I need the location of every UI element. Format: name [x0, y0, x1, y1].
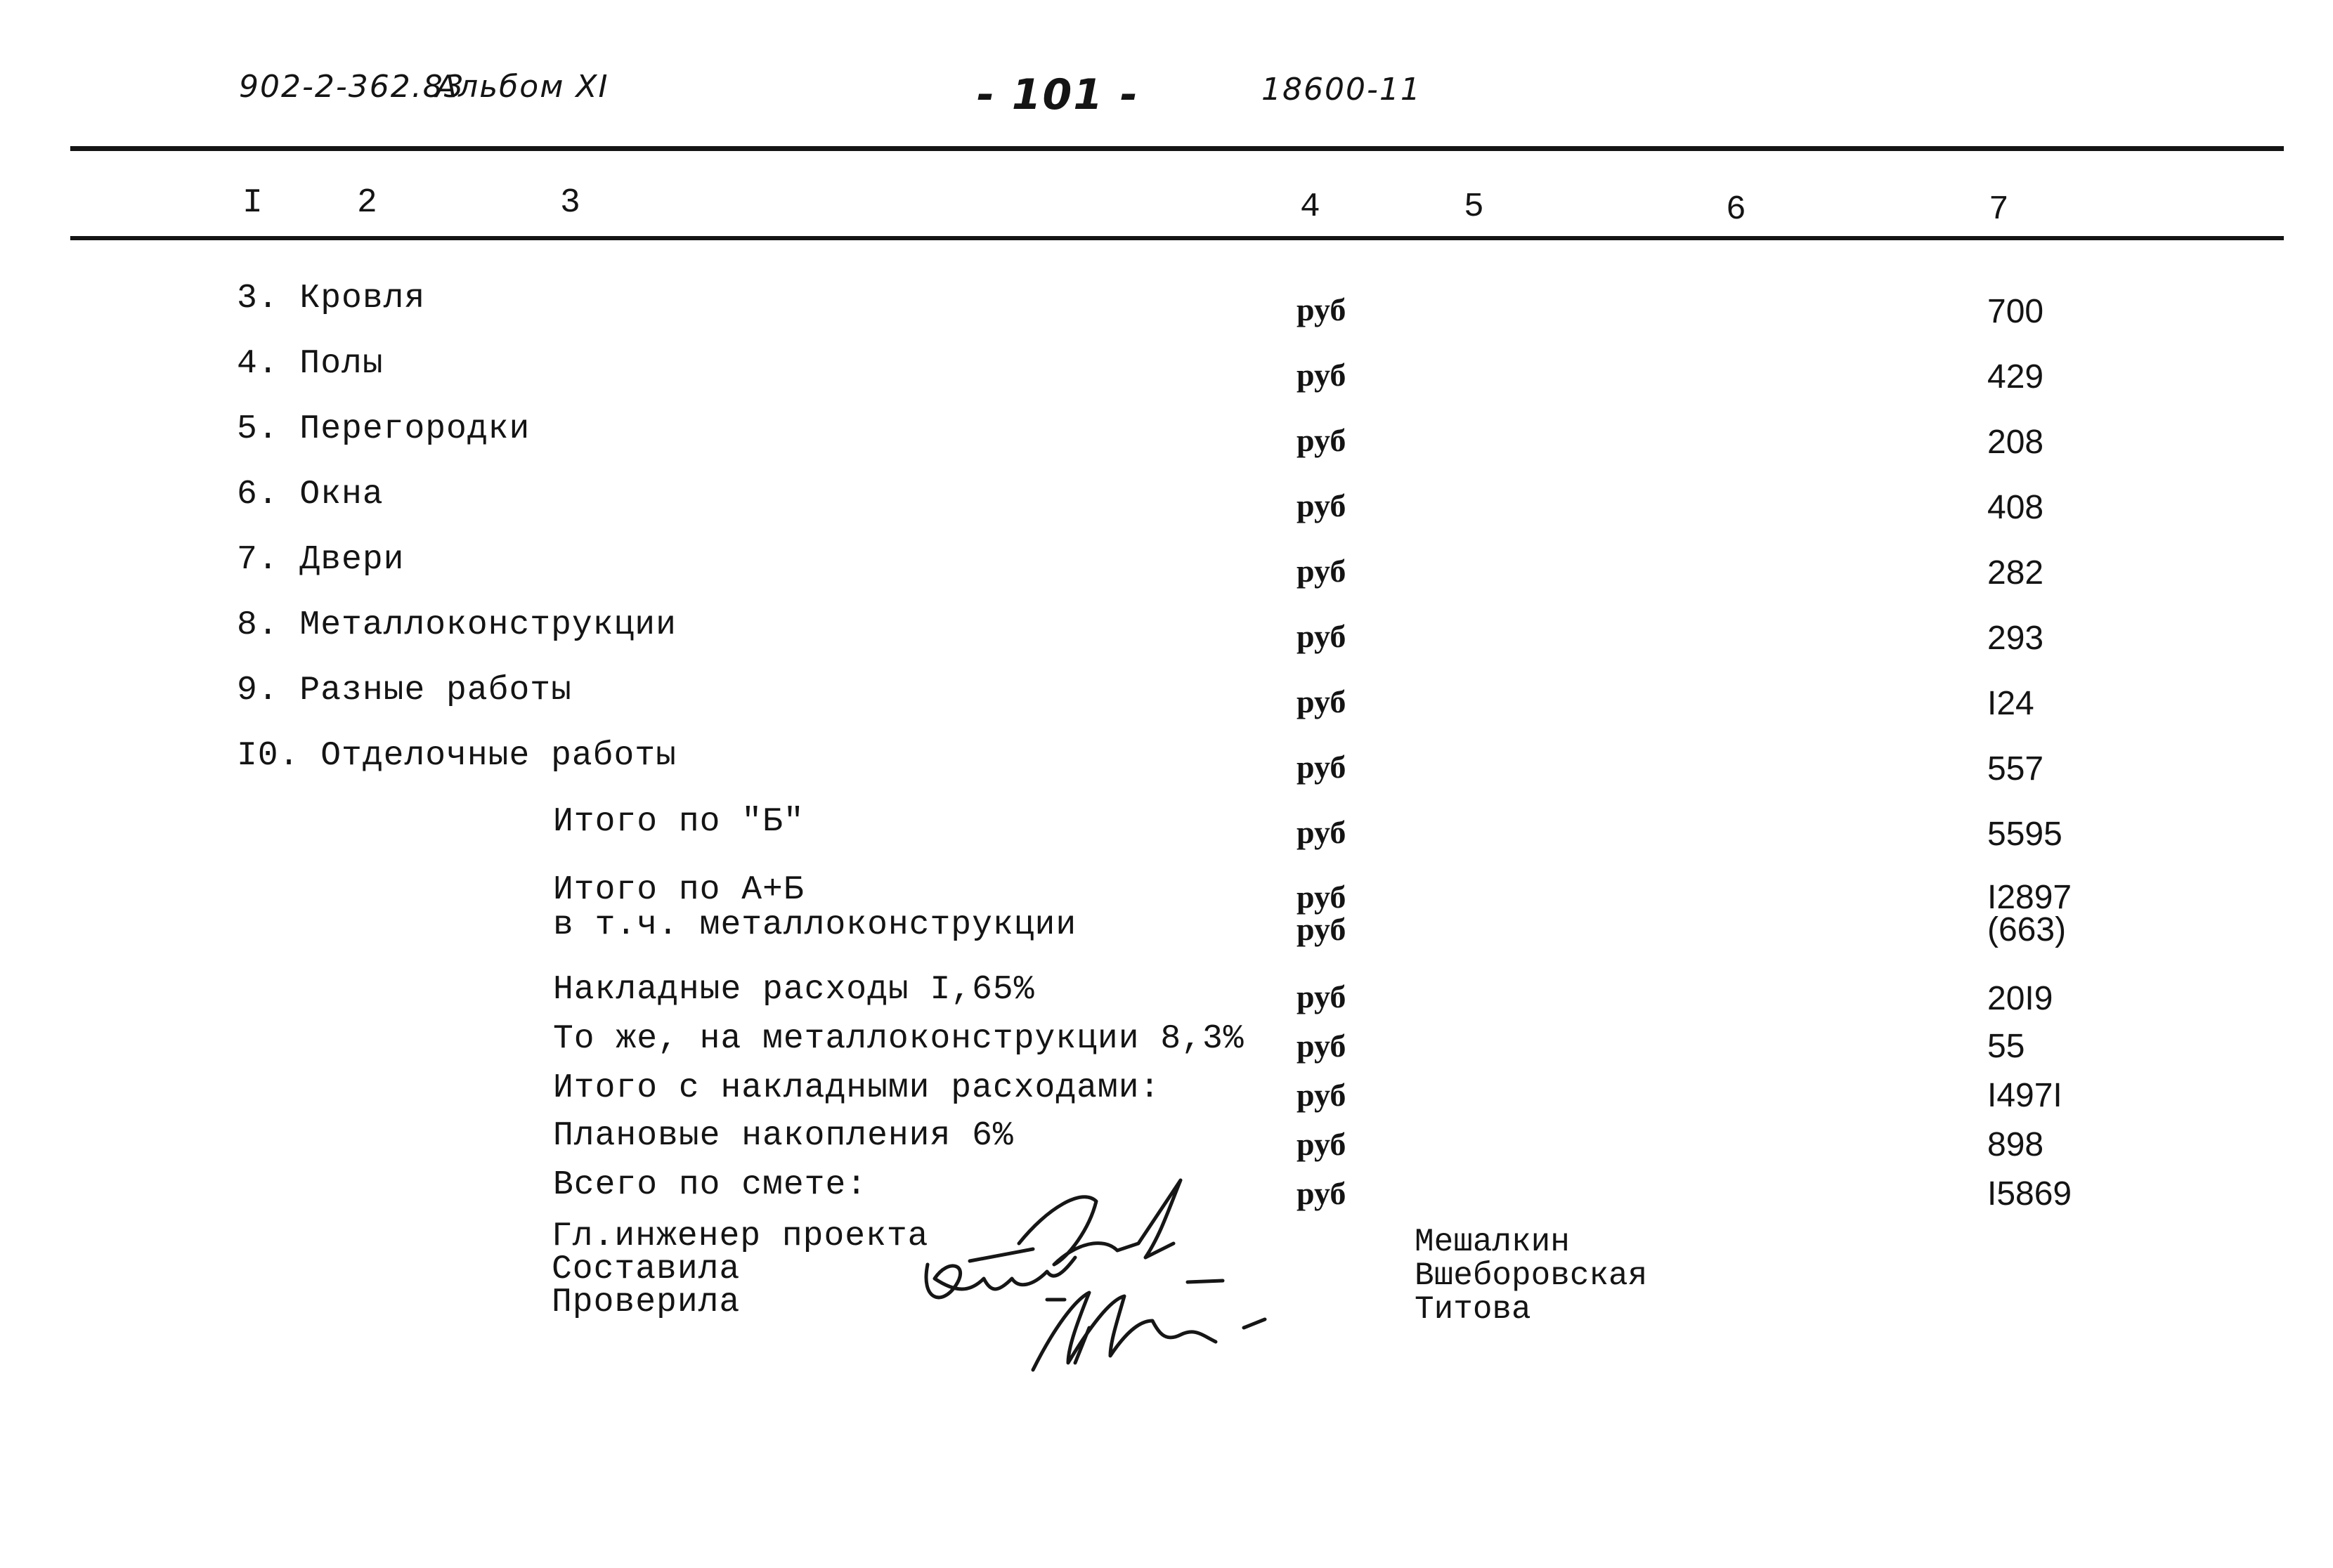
total-value: 898: [1987, 1126, 2044, 1163]
total-label: Всего по смете:: [553, 1166, 868, 1204]
row-label: 3. Кровля: [237, 280, 426, 318]
column-number: 7: [1989, 191, 2009, 229]
row-unit: руб: [1297, 488, 1346, 523]
total-unit: руб: [1297, 1077, 1346, 1113]
total-value: 5595: [1987, 816, 2062, 853]
row-value: 293: [1987, 620, 2044, 657]
total-unit: руб: [1297, 1126, 1346, 1162]
header-bottom-rule: [70, 236, 2284, 240]
row-label: 4. Полы: [237, 345, 384, 383]
row-value: I24: [1987, 685, 2034, 722]
drawing-number: 18600-11: [1261, 72, 1422, 107]
row-value: 408: [1987, 489, 2044, 526]
signature-stroke: [1188, 1281, 1223, 1282]
signature-stroke: [970, 1249, 1033, 1261]
signature-role: Проверила: [552, 1283, 741, 1321]
row-label: 6. Окна: [237, 476, 384, 514]
handwritten-signatures: [914, 1159, 1279, 1384]
row-unit: руб: [1297, 553, 1346, 589]
row-value: 208: [1987, 424, 2044, 461]
total-value: 55: [1987, 1028, 2025, 1065]
total-label: То же, на металлоконструкции 8,3%: [553, 1020, 1245, 1058]
signature-stroke: [1033, 1293, 1216, 1370]
signature-role: Составила: [552, 1250, 741, 1288]
total-unit: руб: [1297, 879, 1346, 915]
total-unit: руб: [1297, 979, 1346, 1014]
total-label: Итого с накладными расходами:: [553, 1069, 1161, 1107]
row-label: 9. Разные работы: [237, 672, 572, 710]
row-label: 5. Перегородки: [237, 410, 531, 448]
signatory-name: Титова: [1415, 1291, 1531, 1328]
row-unit: руб: [1297, 749, 1346, 785]
row-label: I0. Отделочные работы: [237, 737, 677, 775]
total-value: I5869: [1987, 1175, 2072, 1213]
row-value: 557: [1987, 750, 2044, 788]
signature-stroke: [1019, 1180, 1181, 1265]
total-value: I2897: [1987, 879, 2072, 916]
page-number: - 101 -: [977, 70, 1139, 119]
album-label: Альбом XI: [436, 69, 609, 105]
total-unit: руб: [1297, 911, 1346, 947]
row-unit: руб: [1297, 292, 1346, 327]
total-label: Плановые накопления 6%: [553, 1117, 1014, 1155]
column-number: 3: [560, 184, 580, 222]
signatory-name: Мешалкин: [1415, 1224, 1570, 1260]
signature-role: Гл.инженер проекта: [552, 1217, 929, 1255]
total-unit: руб: [1297, 814, 1346, 850]
total-label: Накладные расходы I,65%: [553, 971, 1035, 1009]
total-value: I497I: [1987, 1077, 2062, 1114]
signatory-name: Вшеборовская: [1415, 1257, 1648, 1294]
row-value: 282: [1987, 554, 2044, 592]
total-unit: руб: [1297, 1028, 1346, 1064]
row-value: 429: [1987, 358, 2044, 396]
row-label: 7. Двери: [237, 541, 405, 579]
column-number: 5: [1464, 188, 1484, 226]
column-number: I: [242, 184, 263, 222]
row-label: 8. Металлоконструкции: [237, 606, 677, 644]
row-unit: руб: [1297, 618, 1346, 654]
signature-stroke: [1244, 1319, 1265, 1328]
column-number: 4: [1300, 188, 1320, 226]
row-unit: руб: [1297, 357, 1346, 393]
total-label: в т.ч. металлоконструкции: [553, 906, 1077, 944]
total-label: Итого по А+Б: [553, 871, 805, 909]
row-unit: руб: [1297, 684, 1346, 719]
column-number: 6: [1726, 191, 1746, 229]
total-label: Итого по "Б": [553, 803, 805, 841]
project-code: 902-2-362.83: [239, 69, 465, 105]
column-number: 2: [357, 184, 377, 222]
header-top-rule: [70, 146, 2284, 151]
total-value: 20I9: [1987, 980, 2053, 1017]
total-unit: руб: [1297, 1175, 1346, 1211]
total-value: (663): [1987, 911, 2067, 948]
row-value: 700: [1987, 293, 2044, 330]
row-unit: руб: [1297, 422, 1346, 458]
